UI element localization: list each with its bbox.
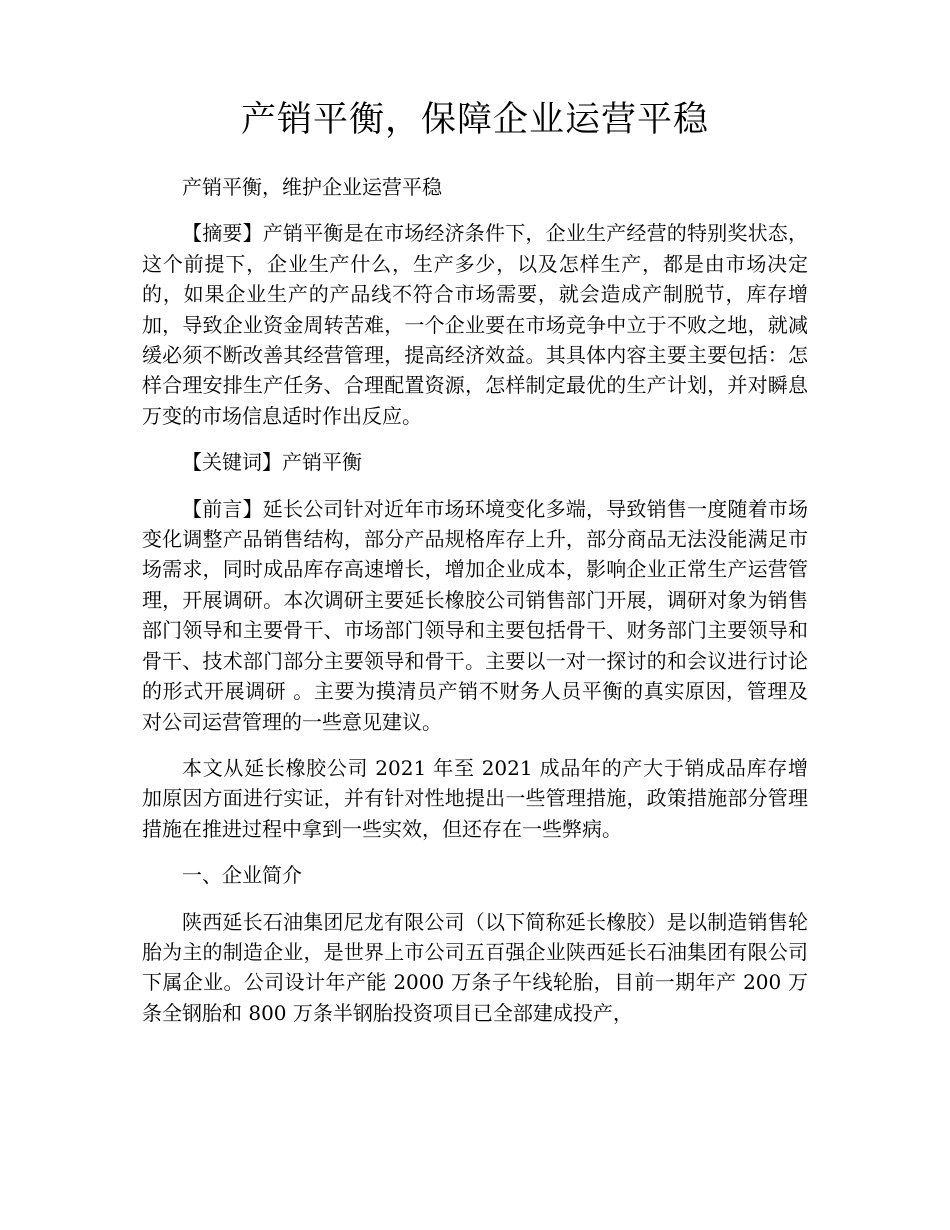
section-body-paragraph: 陕西延长石油集团尼龙有限公司（以下简称延长橡胶）是以制造销售轮胎为主的制造企业，是世界上市公司五百强企业陕西延长石油集团有限公司下属企业。公司设计年产能 2000 万条子午线轮胎，目前一期年产 200 万条全钢胎和 800 万条半钢胎投资项目已全部建成投产， [142,909,808,1025]
section-heading: 一、企业简介 [182,863,302,888]
preface-paragraph: 【前言】延长公司针对近年市场环境变化多端，导致销售一度随着市场变化调整产品销售结构，部分产品规格库存上升，部分商品无法没能满足市场需求，同时成品库存高速增长，增加企业成本，影响企业正常生产运营管理，开展调研。本次调研主要延长橡胶公司销售部门开展，调研对象为销售部门领导和主要骨干、市场部门领导和主要包括骨干、财务部门主要领导和骨干、技术部门部分主要领导和骨干。主要以一对一探讨的和会议进行讨论的形式开展调研 。主要为摸清员产销不财务人员平衡的真实原因，管理及对公司运营管理的一些意见建议。 [142,496,808,734]
page-title: 产销平衡，保障企业运营平稳 [240,100,709,140]
intro-paragraph: 本文从延长橡胶公司 2021 年至 2021 成品年的产大于销成品库存增加原因方面进行实证，并有针对性地提出一些管理措施，政策措施部分管理措施在推进过程中拿到一些实效，但还存在一些弊病。 [142,755,808,841]
keywords-paragraph: 【关键词】产销平衡 [182,450,362,475]
subtitle-paragraph: 产销平衡，维护企业运营平稳 [182,175,442,199]
abstract-paragraph: 【摘要】产销平衡是在市场经济条件下，企业生产经营的特别奖状态，这个前提下，企业生产什么，生产多少，以及怎样生产，都是由市场决定的，如果企业生产的产品线不符合市场需要，就会造成产制脱节，库存增加，导致企业资金周转苦难，一个企业要在市场竞争中立于不败之地，就减缓必须不断改善其经营管理，提高经济效益。其具体内容主要主要包括：怎样合理安排生产任务、合理配置资源，怎样制定最优的生产计划，并对瞬息万变的市场信息适时作出反应。 [142,221,808,428]
